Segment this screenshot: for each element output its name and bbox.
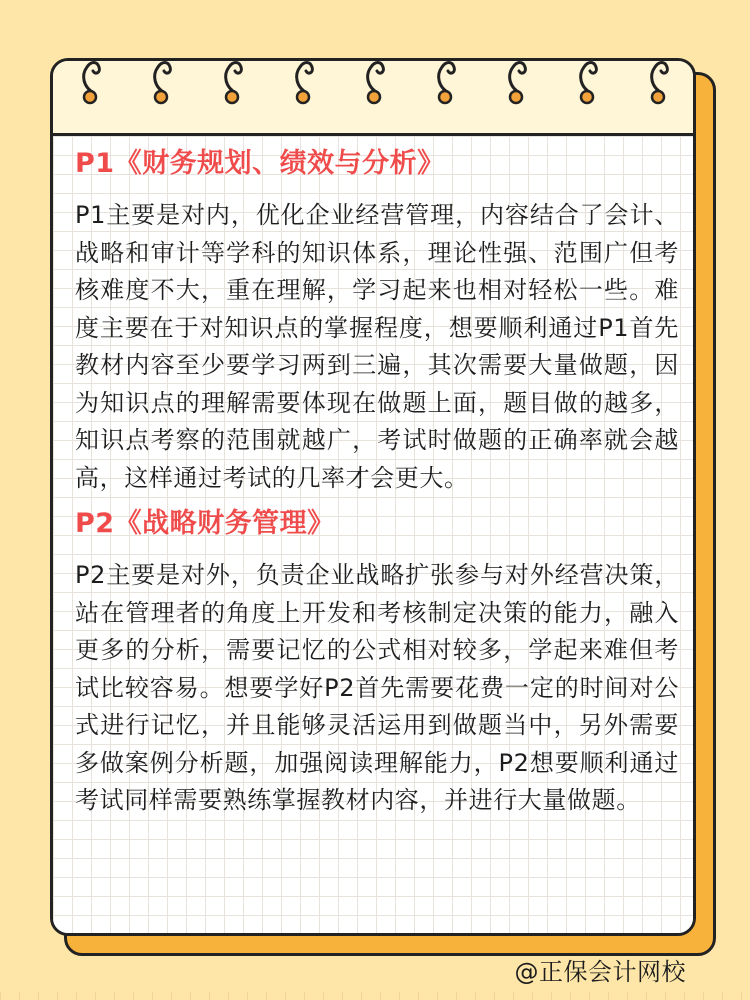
section-title-p2: P2《战略财务管理》 xyxy=(75,508,335,539)
binder-ring-icon xyxy=(290,58,320,111)
section-title-p1: P1《财务规划、绩效与分析》 xyxy=(75,148,445,179)
binder-ring-icon xyxy=(148,58,178,111)
binder-ring-icon xyxy=(77,58,107,111)
author-handle: @正保会计网校 xyxy=(514,958,686,986)
bottom-edge-decoration xyxy=(0,992,750,1000)
binder-ring-icon xyxy=(219,58,249,111)
binder-ring-icon xyxy=(361,58,391,111)
binder-ring-icon xyxy=(432,58,462,111)
binder-ring-icon xyxy=(645,58,675,111)
binder-ring-icon xyxy=(574,58,604,111)
section-body-p1: P1主要是对内，优化企业经营管理，内容结合了会计、战略和审计等学科的知识体系，理论性强、范围广但考核难度不大，重在理解，学习起来也相对轻松一些。难度主要在于对知识点的掌握程度，想要顺利通过P1首先教材内容至少要学习两到三遍，其次需要大量做题，因为知识点的理解需要体现在做题上面，题目做的越多，知识点考察的范围就越广，考试时做题的正确率就会越高，这样通过考试的几率才会更大。 xyxy=(75,201,679,492)
binder-ring-icon xyxy=(503,58,533,111)
notebook-card xyxy=(50,58,696,936)
notebook-content xyxy=(75,145,679,820)
section-body-p2: P2主要是对外，负责企业战略扩张参与对外经营决策，站在管理者的角度上开发和考核制定决策的能力，融入更多的分析，需要记忆的公式相对较多，学起来难但考试比较容易。想要学好P2首先需要花费一定的时间对公式进行记忆，并且能够灵活运用到做题当中，另外需要多做案例分析题，加强阅读理解能力，P2想要顺利通过考试同样需要熟练掌握教材内容，并进行大量做题。 xyxy=(75,561,679,814)
